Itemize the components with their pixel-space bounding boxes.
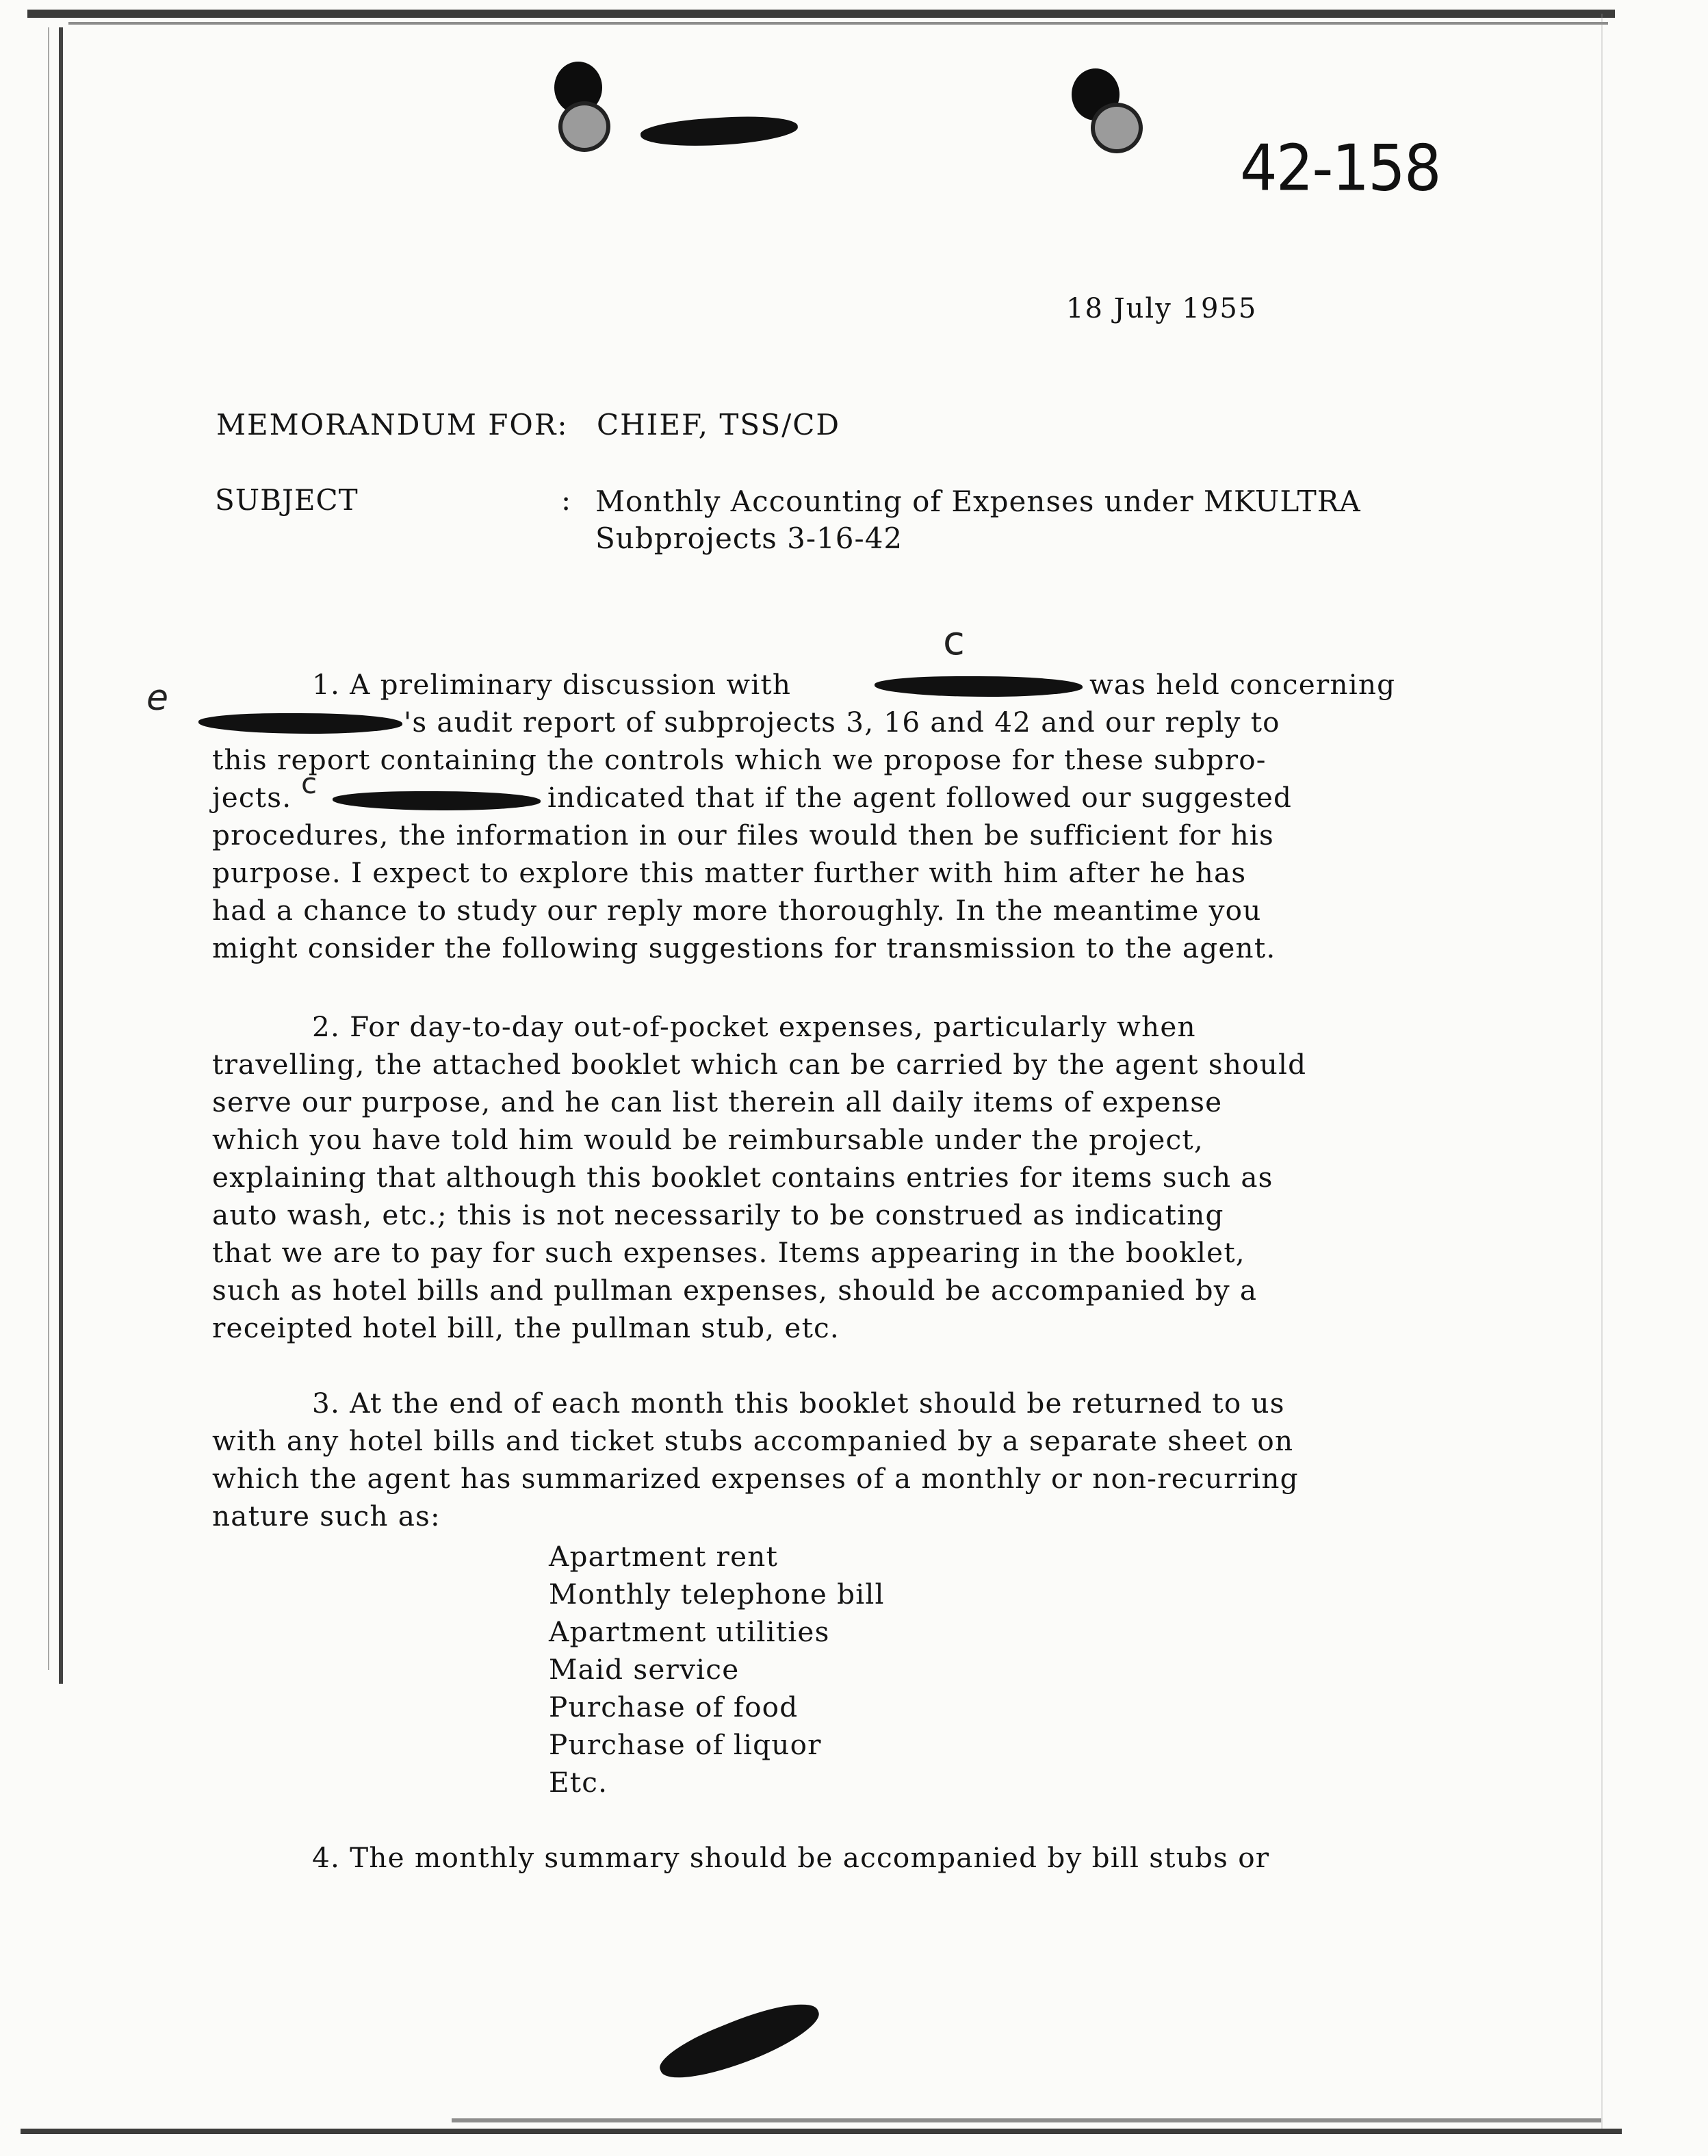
redaction-footer	[654, 1990, 825, 2093]
expense-list-item: Purchase of food	[549, 1691, 799, 1723]
paragraph-4-line: 4. The monthly summary should be accompanied by bill stubs or	[312, 1841, 1270, 1874]
subject-text	[595, 483, 1505, 557]
margin-annotation: e	[146, 678, 168, 719]
handwritten-annotation-above: c	[943, 617, 965, 664]
redaction-name-3	[333, 791, 541, 810]
paragraph-1-line: 1. A preliminary discussion with	[312, 668, 792, 701]
redaction-header	[640, 112, 799, 151]
memo-date: 18 July 1955	[1066, 293, 1258, 324]
memo-for-value: CHIEF, TSS/CD	[597, 408, 841, 441]
file-number: 42-158	[1240, 131, 1440, 205]
punch-hole-right-bottom	[1091, 103, 1143, 153]
scan-border-top-inner	[68, 22, 1608, 25]
paragraph-1-line: might consider the following suggestions for transmission to the agent.	[212, 932, 1276, 964]
paragraph-3-line: nature such as:	[212, 1500, 441, 1532]
expense-list-item: Etc.	[549, 1766, 608, 1799]
expense-list-item: Apartment utilities	[549, 1615, 830, 1648]
subject-colon: :	[561, 483, 571, 517]
scan-border-left	[59, 27, 63, 1684]
paragraph-2-line: 2. For day-to-day out-of-pocket expenses, particularly when	[312, 1010, 1196, 1043]
scan-border-bottom	[21, 2129, 1622, 2134]
paragraph-1-line: jects.	[212, 781, 292, 814]
paragraph-2-line: auto wash, etc.; this is not necessarily to be construed as indicating	[212, 1198, 1224, 1231]
paragraph-3-line: 3. At the end of each month this booklet should be returned to us	[312, 1387, 1285, 1420]
subject-label: SUBJECT	[215, 483, 359, 517]
subject-line: Monthly Accounting of Expenses under MKULTRA	[595, 485, 1361, 518]
paragraph-2-line: travelling, the attached booklet which can be carried by the agent should	[212, 1048, 1307, 1081]
subject-line: Subprojects 3-16-42	[595, 522, 903, 555]
expense-list-item: Monthly telephone bill	[549, 1578, 885, 1610]
paragraph-2-line: which you have told him would be reimbursable under the project,	[212, 1123, 1204, 1156]
memo-for-label: MEMORANDUM FOR:	[216, 408, 569, 441]
handwritten-annotation-inline: c	[301, 767, 318, 800]
paragraph-2-line: that we are to pay for such expenses. Items appearing in the booklet,	[212, 1236, 1245, 1269]
scan-edge-right	[1601, 14, 1603, 2129]
paragraph-3-line: which the agent has summarized expenses of a monthly or non-recurring	[212, 1462, 1299, 1495]
paragraph-2-line: explaining that although this booklet contains entries for items such as	[212, 1161, 1273, 1194]
paragraph-1-line: procedures, the information in our files would then be sufficient for his	[212, 819, 1275, 851]
scan-border-top	[27, 10, 1615, 18]
paragraph-1-line: indicated that if the agent followed our suggested	[547, 781, 1293, 814]
scan-border-bottom-inner	[452, 2118, 1601, 2122]
memo-for-line	[216, 408, 841, 441]
paragraph-1-line: was held concerning	[1089, 668, 1396, 701]
paragraph-2-line: serve our purpose, and he can list therein all daily items of expense	[212, 1086, 1223, 1118]
expense-list-item: Purchase of liquor	[549, 1728, 822, 1761]
paragraph-2-line: such as hotel bills and pullman expenses, should be accompanied by a	[212, 1274, 1258, 1307]
scan-border-left-inner	[48, 27, 49, 1670]
paragraph-2-line: receipted hotel bill, the pullman stub, etc.	[212, 1311, 840, 1344]
expense-list-item: Maid service	[549, 1653, 740, 1686]
paragraph-1-line: had a chance to study our reply more thoroughly. In the meantime you	[212, 894, 1262, 927]
paragraph-1-line: this report containing the controls which we propose for these subpro-	[212, 743, 1267, 776]
paragraph-3-line: with any hotel bills and ticket stubs accompanied by a separate sheet on	[212, 1424, 1294, 1457]
paragraph-1-line: purpose. I expect to explore this matter further with him after he has	[212, 856, 1247, 889]
redaction-name-1	[875, 676, 1083, 697]
expense-list-item: Apartment rent	[549, 1540, 779, 1573]
redaction-name-2	[198, 713, 402, 734]
punch-hole-left-bottom	[558, 101, 610, 152]
paragraph-1-line: 's audit report of subprojects 3, 16 and 42 and our reply to	[404, 706, 1280, 739]
